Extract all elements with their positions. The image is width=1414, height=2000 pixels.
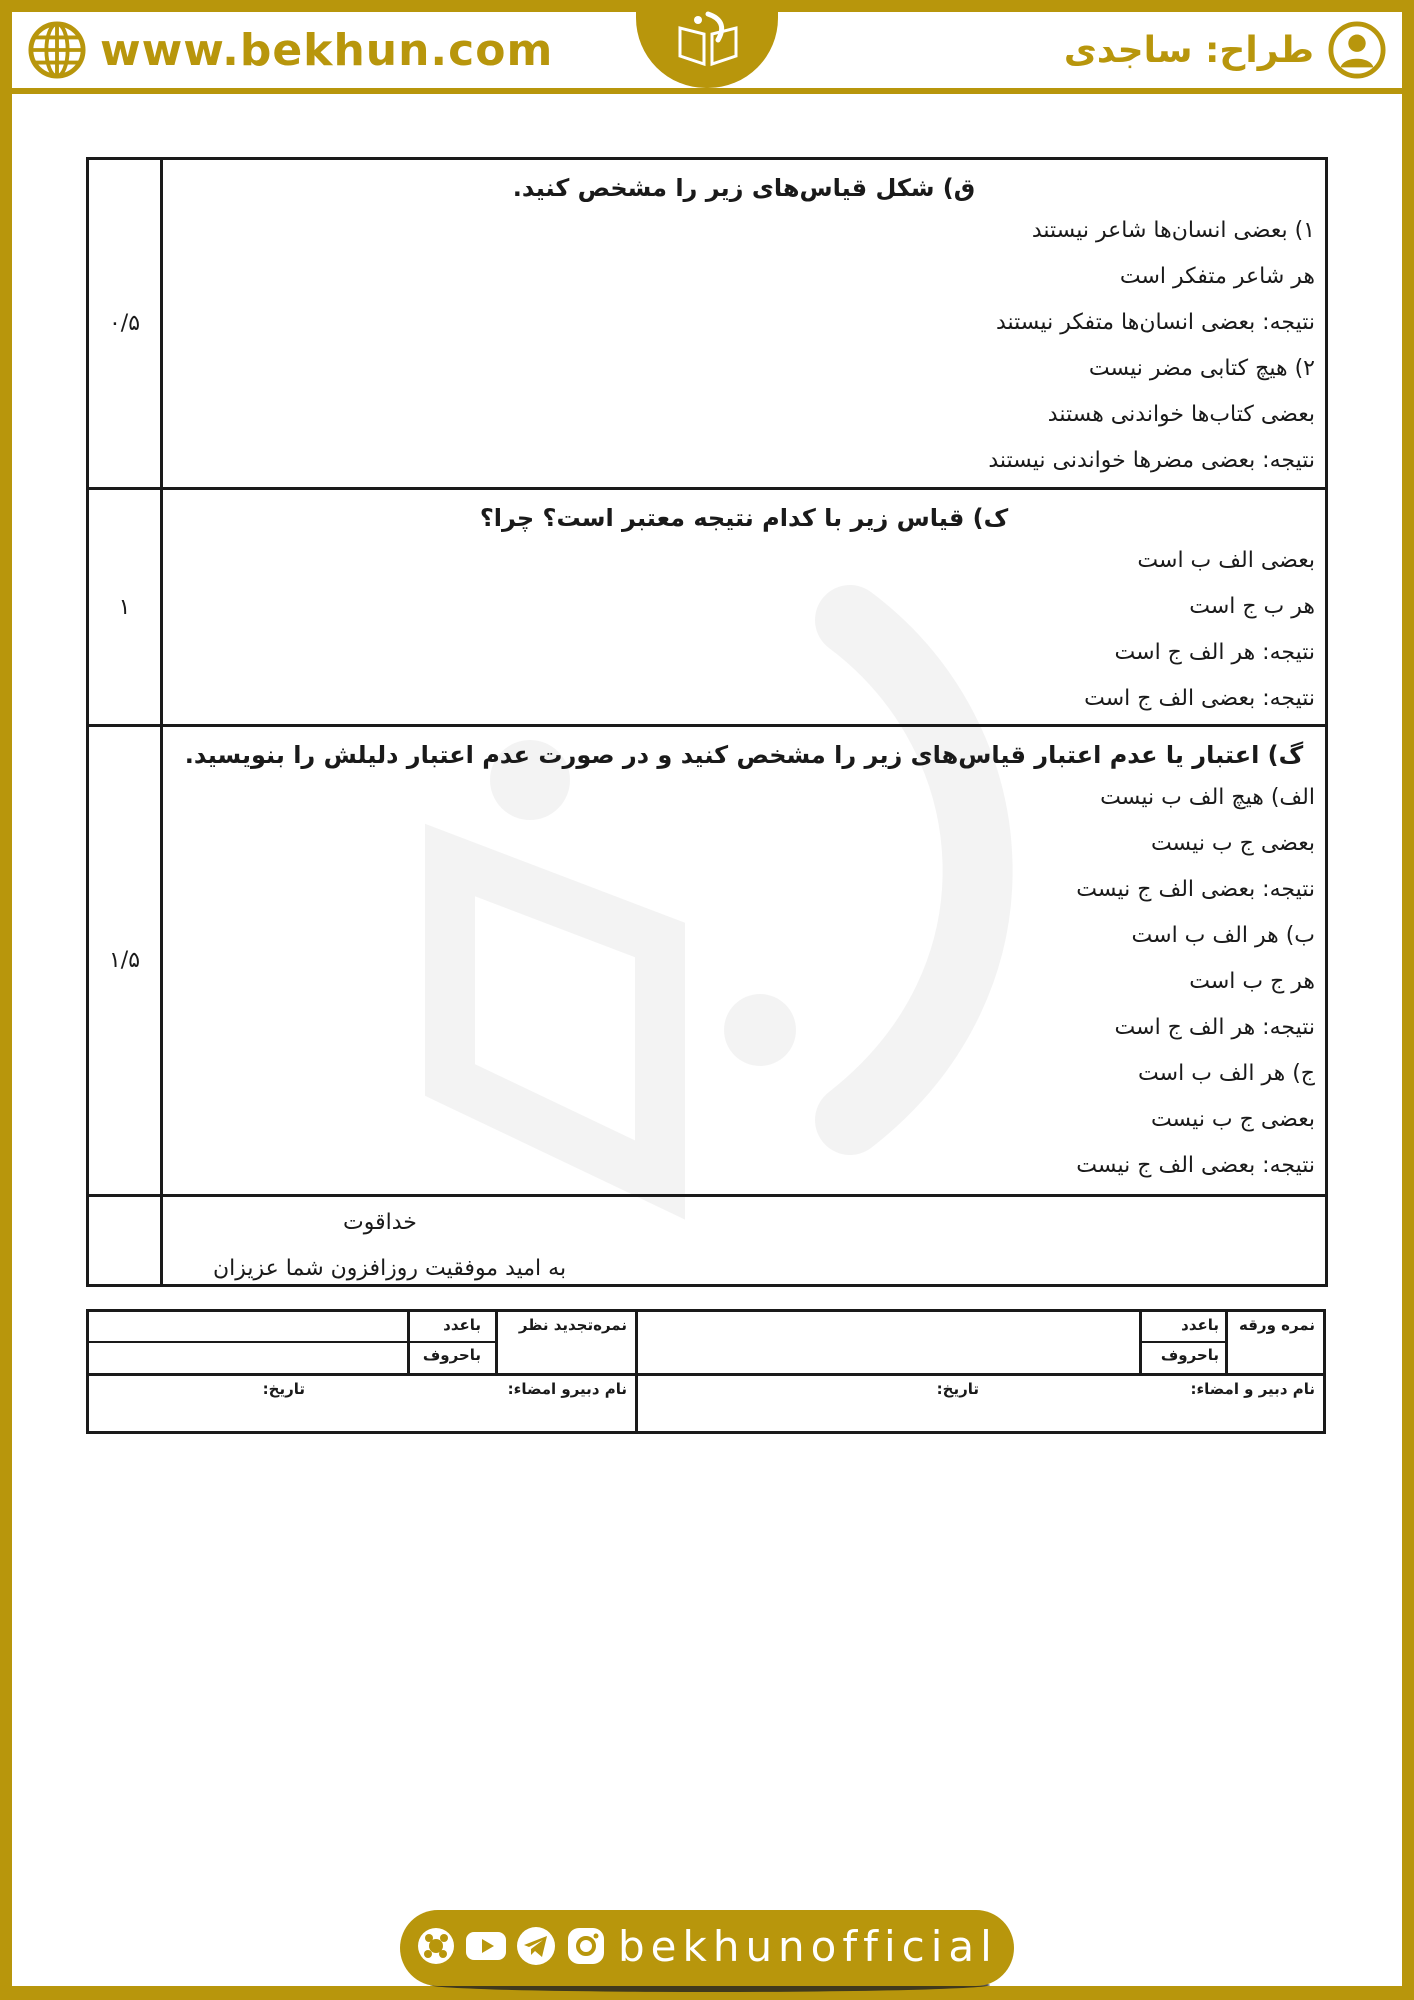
frame-left (0, 0, 12, 2000)
question-line: الف) هیچ الف ب نیست (1100, 785, 1315, 810)
score-table-hline (89, 1373, 1323, 1376)
score-cell: ۰/۵ (89, 160, 163, 487)
question-line: ۲) هیچ کتابی مضر نیست (1088, 356, 1315, 381)
question-line: هر ب ج است (1189, 594, 1315, 619)
question-title: ک) قیاس زیر با کدام نتیجه معتبر است؟ چرا؟ (479, 504, 1009, 532)
question-line: نتیجه: بعضی الف ج است (1084, 686, 1315, 711)
question-line: نتیجه: هر الف ج است (1114, 640, 1315, 665)
questions-table (86, 157, 1328, 1287)
header-designer (1064, 18, 1386, 82)
question-line: نتیجه: هر الف ج است (1114, 1015, 1315, 1040)
question-line: نتیجه: بعضی الف ج نیست (1076, 1153, 1315, 1178)
closing-cell (163, 1197, 1325, 1284)
question-row-g (89, 727, 1325, 1197)
question-cell (163, 160, 1325, 487)
social-icons (414, 1924, 608, 1968)
by-number-label: باعدد (1181, 1316, 1219, 1334)
teacher-sign-review-label: نام دبیرو امضاء: (507, 1380, 627, 1398)
question-line: بعضی الف ب است (1137, 548, 1315, 573)
social-handle[interactable]: bekhunofficial (618, 1922, 998, 1971)
question-line: بعضی کتاب‌ها خواندنی هستند (1047, 402, 1315, 427)
review-score-label: نمره‌تجدید نظر (518, 1316, 627, 1334)
score-table-vline (1225, 1312, 1228, 1373)
question-line: ۱) بعضی انسان‌ها شاعر نیستند (1031, 218, 1315, 243)
question-line: هر شاعر متفکر است (1119, 264, 1315, 289)
youtube-icon[interactable] (464, 1924, 508, 1968)
question-line: بعضی ج ب نیست (1150, 1107, 1315, 1132)
closing-row (89, 1197, 1325, 1284)
question-line: ج) هر الف ب است (1138, 1061, 1315, 1086)
score-table-vline-mid (635, 1312, 638, 1431)
question-cell (163, 727, 1325, 1194)
question-title: گ) اعتبار یا عدم اعتبار قیاس‌های زیر را مشخص کنید و در صورت عدم اعتبار دلیلش را بنویسید. (184, 741, 1304, 769)
header-site[interactable] (28, 18, 553, 82)
question-title: ق) شکل قیاس‌های زیر را مشخص کنید. (512, 174, 976, 202)
telegram-icon[interactable] (514, 1924, 558, 1968)
frame-right (1402, 0, 1414, 2000)
closing-wish: خداقوت (343, 1210, 417, 1235)
globe-icon (28, 21, 86, 79)
question-line: بعضی ج ب نیست (1150, 831, 1315, 856)
score-cell: ۱ (89, 490, 163, 724)
date-label: تاریخ: (936, 1380, 979, 1398)
instagram-icon[interactable] (564, 1924, 608, 1968)
question-row-k (89, 490, 1325, 727)
question-line: هر ج ب است (1189, 969, 1315, 994)
question-cell (163, 490, 1325, 724)
score-table-hline-small (89, 1341, 495, 1343)
score-table (86, 1309, 1326, 1434)
question-line: ب) هر الف ب است (1131, 923, 1315, 948)
designer-name: طراح: ساجدی (1063, 29, 1314, 71)
date-review-label: تاریخ: (262, 1380, 305, 1398)
score-table-vline (495, 1312, 498, 1373)
book-logo-icon (668, 4, 748, 84)
review-by-letters-label: باحروف (422, 1346, 481, 1364)
question-line: نتیجه: بعضی مضرها خواندنی نیستند (988, 448, 1315, 473)
closing-message: به امید موفقیت روزافزون شما عزیزان (213, 1256, 567, 1281)
site-url[interactable]: www.bekhun.com (100, 24, 554, 76)
question-line: نتیجه: بعضی انسان‌ها متفکر نیستند (995, 310, 1315, 335)
score-cell: ۱/۵ (89, 727, 163, 1194)
sheet-score-label: نمره ورقه (1239, 1316, 1315, 1334)
score-cell-empty (89, 1197, 163, 1284)
by-letters-label: باحروف (1160, 1346, 1219, 1364)
score-table-hline-small (1139, 1341, 1225, 1343)
review-by-number-label: باعدد (443, 1316, 481, 1334)
teacher-sign-label: نام دبیر و امضاء: (1190, 1380, 1315, 1398)
question-row-q (89, 160, 1325, 490)
question-line: نتیجه: بعضی الف ج نیست (1076, 877, 1315, 902)
aparat-icon[interactable] (414, 1924, 458, 1968)
header-divider (12, 88, 1402, 94)
user-icon (1328, 21, 1386, 79)
